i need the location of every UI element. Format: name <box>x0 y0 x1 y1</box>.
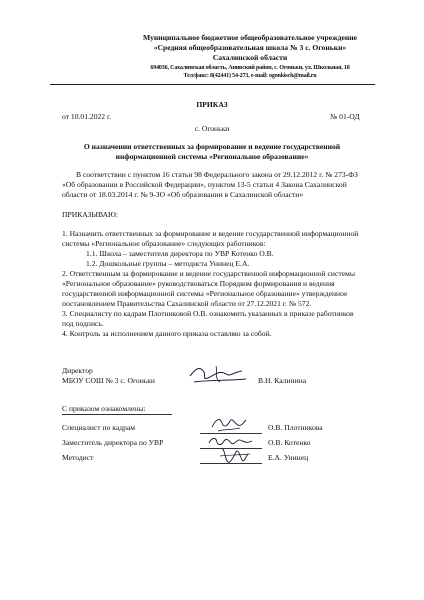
org-name-line2: «Средняя общеобразовательная школа № 3 с. Огоньки» <box>153 43 347 52</box>
order-item-line: системы «Региональное образование» следующих работников: <box>62 239 266 248</box>
order-item-line: 1.2. Дошкольные группы – методиста Унинец Е.А. <box>86 259 250 268</box>
letterhead-divider <box>50 84 375 85</box>
acq-name: О.В. Плотникова <box>268 423 323 432</box>
acq-position: Специалист по кадрам <box>62 423 136 432</box>
acq-name: Е.А. Унинец <box>268 453 309 462</box>
org-region: Сахалинской области <box>212 53 288 62</box>
preamble-line: В соответствии с пунктом 16 статьи 98 Федерального закона от 29.12.2012 г. № 273-ФЗ <box>76 170 358 179</box>
order-number: № 01-ОД <box>330 112 360 121</box>
order-item-line: 2. Ответственным за формирование и ведение государственной информационной системы <box>62 269 355 278</box>
order-item-line: «Региональное образование» руководствоваться Порядком формирования и ведения <box>62 279 335 288</box>
order-item-line: 1. Назначить ответственных за формирование и ведение государственной информационной <box>62 229 359 238</box>
order-date: от 10.01.2022 г. <box>62 112 112 121</box>
heading-underline <box>62 414 172 415</box>
order-subject-line1: О назначении ответственных за формирование и ведение государственной <box>83 142 341 151</box>
director-school: МБОУ СОШ № 3 с. Огоньки <box>62 376 155 385</box>
acq-position: Методист <box>62 453 94 462</box>
acq-name: О.В. Котенко <box>268 438 311 447</box>
org-name-line1: Муниципальное бюджетное общеобразовательное учреждение <box>143 33 357 42</box>
director-signature <box>186 360 250 386</box>
org-address: 694036, Сахалинская область, Анивский район, с. Огоньки, ул. Школьная, 18 <box>150 65 350 71</box>
orders-word: ПРИКАЗЫВАЮ: <box>62 210 118 219</box>
director-title: Директор <box>62 366 93 375</box>
acq-position: Заместитель директора по УВР <box>62 438 164 447</box>
preamble-line: «Об образовании в Российской Федерации», пунктом 13-5 статьи 4 Закона Сахалинской <box>62 180 347 189</box>
director-name: В.Н. Калинина <box>258 376 307 385</box>
preamble-line: области от 18.03.2014 г. № 9-ЗО «Об образовании в Сахалинской области» <box>62 190 304 199</box>
order-item-line: 3. Специалисту по кадрам Плотниковой О.В. ознакомить указанных в приказе работников <box>62 309 354 318</box>
order-item-line: 4. Контроль за исполнением данного приказа оставляю за собой. <box>62 329 272 338</box>
uninets-signature <box>216 442 252 468</box>
order-item-line: под подпись. <box>62 319 104 328</box>
org-contacts: Тел/факс: 8(42441) 54-273, e-mail: ogonkisch@mail.ru <box>183 73 317 79</box>
acquainted-heading: С приказом ознакомлены: <box>62 404 146 413</box>
order-item-line: 1.1. Школа – заместителя директора по УВР Котенко О.В. <box>86 249 274 258</box>
order-item-line: постановлением Правительства Сахалинской области от 27.12.2021 г. № 572. <box>62 299 312 308</box>
order-title: ПРИКАЗ <box>196 100 228 109</box>
order-item-line: государственной информационной системы «Региональное образование» утвержденное <box>62 289 348 298</box>
order-place: с. Огоньки <box>194 124 230 133</box>
order-subject-line2: информационной системы «Региональное образование» <box>115 152 309 161</box>
